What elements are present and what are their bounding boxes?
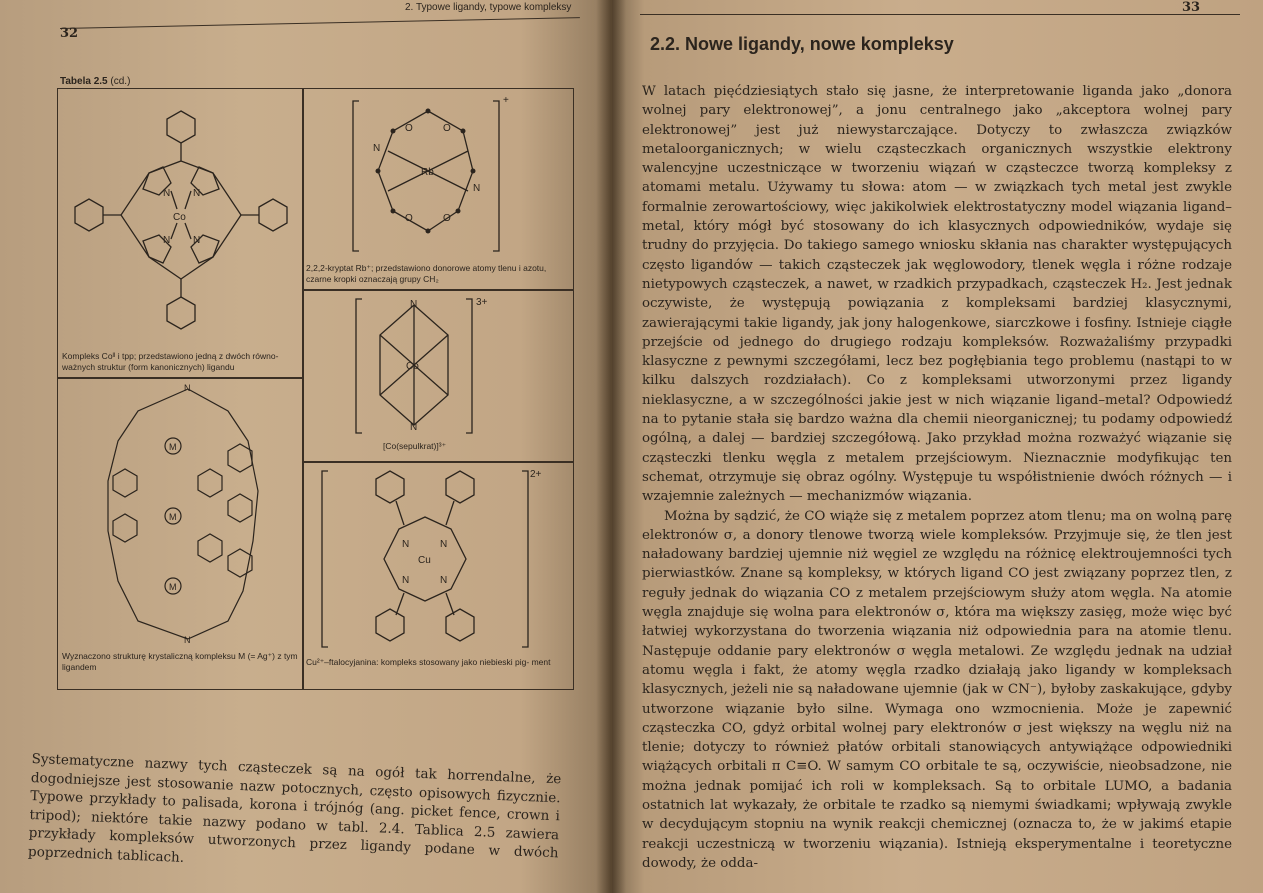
atom-n-4: N bbox=[193, 235, 201, 246]
atom-n-1: N bbox=[163, 188, 171, 199]
atom-co-2: Co bbox=[406, 361, 419, 372]
atom-n-7: N bbox=[373, 143, 381, 154]
table-caption-label: Tabela 2.5 bbox=[60, 76, 108, 87]
table-divider-right-2 bbox=[303, 461, 573, 463]
macrocycle-structure bbox=[78, 381, 293, 646]
structures-table bbox=[57, 88, 574, 690]
atom-o-2: O bbox=[443, 123, 451, 134]
left-paragraph: Systematyczne nazwy tych cząsteczek są na ogół tak horrendalne, że dogodniejsze jest stosowanie nazw potocznych, często opisowych fizycznie. Typowe przykłady to palisada, korona i trójnóg (ang. picket fence, crown i tripod); niektóre takie nazwy podano w tabl. 2.4. Tablica 2.5 zawiera przykłady kompleksów utworzonych przez ligandy podane w dwóch poprzednich tablicach. bbox=[27, 750, 562, 866]
caption-sepulkrat: [Co(sepulkrat)]³⁺ bbox=[383, 441, 447, 451]
atom-o-1: O bbox=[405, 123, 413, 134]
atom-n-13: N bbox=[402, 575, 410, 586]
caption-cryptate: 2,2,2-kryptat Rb⁺; przedstawiono donorowe atomy tlenu i azotu, czarne kropki oznaczają grupy CH₂ bbox=[306, 263, 547, 284]
atom-rb: Rb bbox=[421, 167, 434, 178]
atom-o-4: O bbox=[443, 213, 451, 224]
charge-sepulkrat: 3+ bbox=[476, 297, 488, 308]
header-rule-right bbox=[640, 14, 1240, 15]
book-gutter bbox=[596, 0, 626, 893]
atom-cu: Cu bbox=[418, 555, 431, 566]
atom-n-9: N bbox=[410, 299, 418, 310]
atom-n-2: N bbox=[193, 188, 201, 199]
phthalocyanine-structure bbox=[316, 467, 556, 652]
table-divider-vertical bbox=[302, 89, 304, 689]
paragraph-1: W latach pięćdziesiątych stało się jasne, że interpretowanie liganda jako „donora wolnej pary elektronowej”, a jonu centralnego jako „akceptora wolnej pary elektronowej” jest już niewystarczające. Dotyczy to zwłaszcza związków metaloorganicznych; w wielu cząsteczkach organicznych wszystkie elektrony walencyjne uczestniczące w tworzeniu wiązań w cząsteczce tworzą kompleksy z atomami metalu. Używamy tu słowa: atom — w związkach tych metal jest zwykle formalnie zerowartościowy, więc jakikolwiek elektrostatyczny model wiązania ligand–metal, który mógł być stosowany do ich klasycznych odpowiedników, wydaje się trudny do przyjęcia. Do takiego samego wniosku skłania nas charakter występujących często ligandów — takich cząsteczek jak węglowodory, tlenek węgla i różne rodzaje nietypowych cząsteczek, a nawet, w rzadkich przypadkach, cząsteczek H₂. Jest jednak oczywiste, że występują powiązania z kompleksami bardziej klasycznymi, zawierającymi takie ligandy, jak jony halogenkowe, siarczkowe i fosfiny. Istnieje ciągłe przejście od jednego do drugiego rodzaju kompleksów. Rozważaliśmy przypadki klasyczne z pewnymi szczegółami, lecz bez pogłębiania tego problemu (nastąpi to w kilku dalszych rozdziałach). Co z kompleksami utworzonymi przez ligandy nieklasyczne, a w szczególności jakie jest w nich wiązanie ligand–metal? Odpowiedź na to pytanie stała się bardzo ważna dla chemii nieorganicznej; tu podamy odpowiedź ogólną, a dalej — bardziej szczegółową. Jako przykład można rozważyć wiązanie się cząsteczki tlenku węgla z metalem przejściowym. Nieznacznie modyfikując ten schemat, otrzymuje się obraz ogólny. Występuje tu współistnienie dwóch różnych — i wzajemnie zależnych — mechanizmów wiązania. bbox=[642, 84, 1232, 505]
page-number-left: 32 bbox=[60, 26, 79, 41]
cryptate-structure bbox=[343, 91, 543, 261]
atom-n-8: N bbox=[473, 183, 481, 194]
charge-cryptate: + bbox=[503, 95, 509, 106]
atom-n-12: N bbox=[440, 539, 448, 550]
atom-co: Co bbox=[173, 212, 186, 223]
atom-n-3: N bbox=[163, 235, 171, 246]
atom-n-6: N bbox=[184, 635, 191, 645]
table-caption bbox=[60, 76, 130, 87]
atom-m-2: M bbox=[169, 512, 177, 522]
caption-porphyrin: Kompleks Coᴵᴵ i tpp; przedstawiono jedną z dwóch równo- ważnych struktur (form kanonicznych) ligandu bbox=[62, 351, 279, 372]
atom-o-3: O bbox=[405, 213, 413, 224]
running-head: 2. Typowe ligandy, typowe kompleksy bbox=[405, 2, 572, 13]
atom-m-1: M bbox=[169, 442, 177, 452]
header-rule bbox=[60, 17, 580, 29]
atom-n-5: N bbox=[184, 383, 191, 393]
table-divider-left bbox=[58, 377, 303, 379]
atom-n-11: N bbox=[402, 539, 410, 550]
atom-n-10: N bbox=[410, 422, 418, 433]
page-number-right: 33 bbox=[1182, 0, 1201, 15]
sepulkrat-structure bbox=[348, 295, 548, 440]
atom-m-3: M bbox=[169, 582, 177, 592]
left-page bbox=[0, 0, 612, 893]
paragraph-2: Można by sądzić, że CO wiąże się z metalem poprzez atom tlenu; ma on wolną parę elektronów σ, a donory tlenowe tworzą wiele kompleksów. Przyjmuje się, że tlen jest naładowany bardziej ujemnie niż węgiel ze względu na różnicę elektroujemności tych pierwiastków. Znane są kompleksy, w których ligand CO jest związany poprzez tlen, z reguły jednak do wiązania CO z metalem przejściowym służy atom węgla. Na atomie węgla znajduje się wolna para elektronów σ, która ma większy zasięg, może więc być łatwiej wykorzystana do tworzenia wiązania niż odpowiednia para na atomie tlenu. Następuje oddanie pary elektronów σ węgla metalowi. Ze względu jednak na udział atomu węgla i fakt, że atomy węgla rzadko działają jako ligandy w kompleksach klasycznych, jeżeli nie są naładowane ujemnie (jak w CN⁻), byłoby zaskakujące, gdyby utworzone wiązanie było silne. Wymaga ono wzmocnienia. Może je zapewnić cząsteczka CO, gdyż orbital wolnej pary elektronów σ jest większy na węglu niż na tlenie; dotyczy to również płatów orbitali stanowiących antywiążące odpowiedniki wiążących orbitali π C≡O. W samym CO orbitale te są, oczywiście, nieobsadzone, nie można jednak pomijać ich roli w kompleksach. Są to orbitale LUMO, a badania ostatnich lat wykazały, że orbitale te rzadko są niemymi świadkami; wpływają zwykle w decydującym stopniu na wynik reakcji chemicznej (oznacza to, że w jakimś etapie reakcji uczestniczą w tworzeniu wiązania). Istnieją eksperymentalne i teoretyczne dowody, że odda- bbox=[642, 508, 1232, 871]
porphyrin-structure bbox=[63, 99, 298, 344]
section-title: 2.2. Nowe ligandy, nowe kompleksy bbox=[650, 34, 954, 54]
table-divider-right-1 bbox=[303, 289, 573, 291]
charge-phthalocyanine: 2+ bbox=[530, 469, 542, 480]
right-page bbox=[612, 0, 1263, 893]
right-page-body bbox=[642, 82, 1232, 873]
left-page-body bbox=[28, 750, 562, 881]
caption-phthalocyanine: Cu²⁺–ftalocyjanina: kompleks stosowany jako niebieski pig- ment bbox=[306, 657, 551, 667]
table-caption-suffix: (cd.) bbox=[107, 76, 131, 87]
atom-n-14: N bbox=[440, 575, 448, 586]
caption-macrocycle: Wyznaczono strukturę krystaliczną kompleksu M (= Ag⁺) z tym ligandem bbox=[62, 651, 298, 672]
